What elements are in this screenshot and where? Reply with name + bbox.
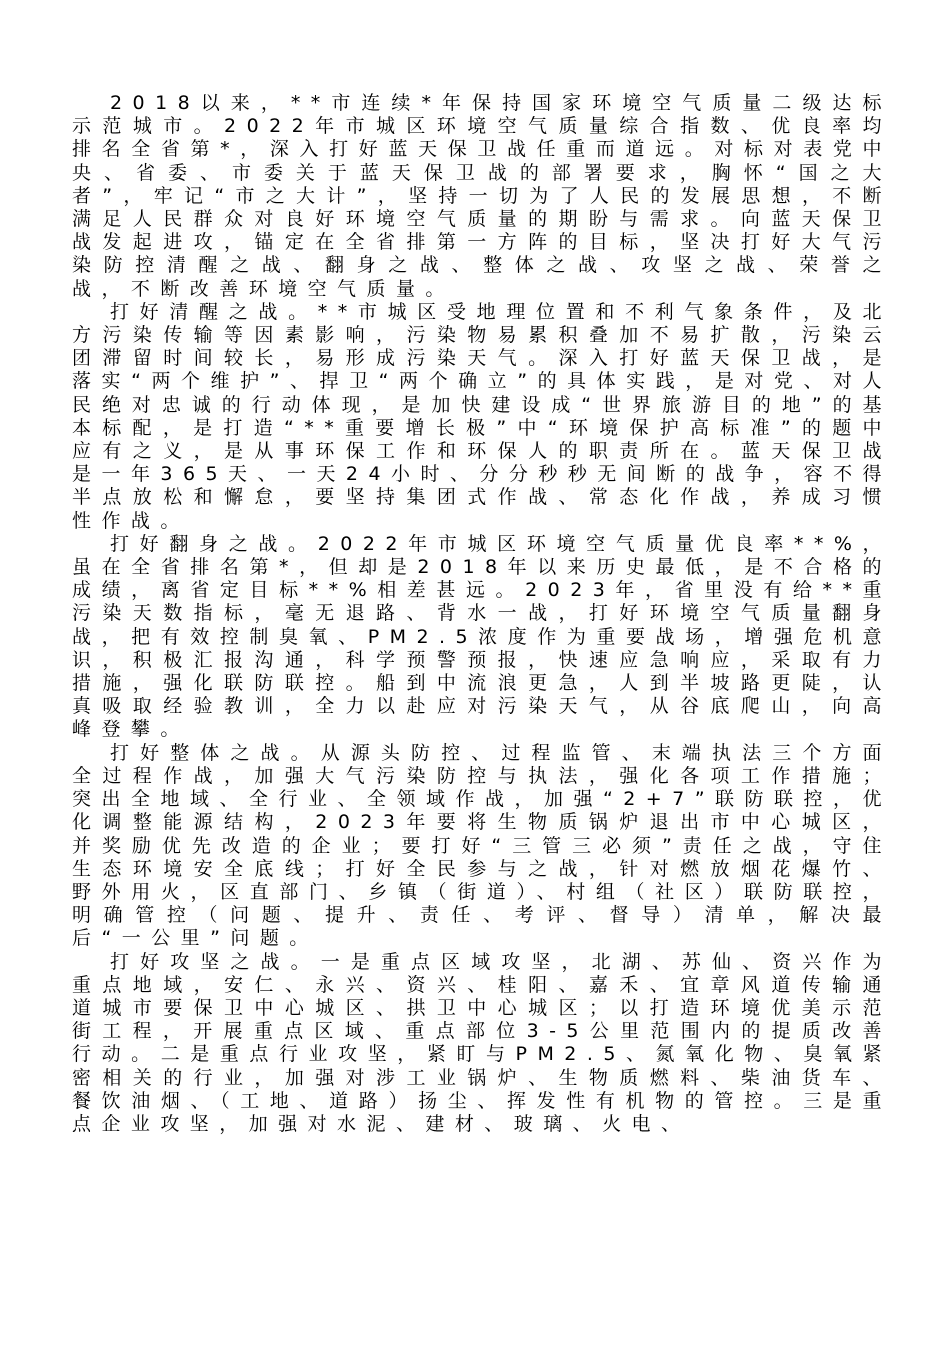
paragraph-sober-battle: 打好清醒之战。**市城区受地理位置和不利气象条件，及北方污染传输等因素影响，污染物易累积叠加不易扩散，污染云团滞留时间较长，易形成污染天气。深入打好蓝天保卫战，是落实“两个维护”、捍卫“两个确立”的具体实践，是对党、对人民绝对忠诚的行动体现，是加快建设成“世界旅游目的地”的基本标配，是打造“**重要增长极”中“环境保护高标准”的题中应有之义，是从事环保工作和环保人的职责所在。蓝天保卫战是一年365天、一天24小时、分分秒秒无间断的战争，容不得半点放松和懈怠，要坚持集团式作战、常态化作战，养成习惯性作战。 [72, 300, 892, 532]
paragraph-turnaround-battle: 打好翻身之战。2022年市城区环境空气质量优良率**%，虽在全省排名第*，但却是2018年以来历史最低，是不合格的成绩，离省定目标**%相差甚远。2023年，省里没有给**重污染天数指标，毫无退路、背水一战，打好环境空气质量翻身战，把有效控制臭氧、PM2.5浓度作为重要战场，增强危机意识，积极汇报沟通，科学预警预报，快速应急响应，采取有力措施，强化联防联控。船到中流浪更急，人到半坡路更陡，认真吸取经验教训，全力以赴应对污染天气，从谷底爬山，向高峰登攀。 [72, 532, 892, 741]
paragraph-intro: 2018以来，**市连续*年保持国家环境空气质量二级达标示范城市。2022年市城区环境空气质量综合指数、优良率均排名全省第*，深入打好蓝天保卫战任重而道远。对标对表党中央、省委、市委关于蓝天保卫战的部署要求，胸怀“国之大者”，牢记“市之大计”，坚持一切为了人民的发展思想，不断满足人民群众对良好环境空气质量的期盼与需求。向蓝天保卫战发起进攻，锚定在全省排第一方阵的目标，坚决打好大气污染防控清醒之战、翻身之战、整体之战、攻坚之战、荣誉之战，不断改善环境空气质量。 [72, 92, 892, 300]
paragraph-overall-battle: 打好整体之战。从源头防控、过程监管、末端执法三个方面全过程作战，加强大气污染防控与执法，强化各项工作措施；突出全地域、全行业、全领域作战，加强“2+7”联防联控，优化调整能源结构，2023年要将生物质锅炉退出市中心城区，并奖励优先改造的企业；要打好“三管三必须”责任之战，守住生态环境安全底线；打好全民参与之战，针对燃放烟花爆竹、野外用火，区直部门、乡镇（街道）、村组（社区）联防联控，明确管控（问题、提升、责任、考评、督导）清单，解决最后“一公里”问题。 [72, 741, 892, 950]
paragraph-tough-battle: 打好攻坚之战。一是重点区域攻坚，北湖、苏仙、资兴作为重点地域，安仁、永兴、资兴、桂阳、嘉禾、宜章风道传输通道城市要保卫中心城区、拱卫中心城区；以打造环境优美示范街工程，开展重点区域、重点部位3-5公里范围内的提质改善行动。二是重点行业攻坚，紧盯与PM2.5、氮氧化物、臭氧紧密相关的行业，加强对涉工业锅炉、生物质燃料、柴油货车、餐饮油烟、（工地、道路）扬尘、挥发性有机物的管控。三是重点企业攻坚，加强对水泥、建材、玻璃、火电、 [72, 950, 892, 1135]
document-body [72, 92, 892, 1136]
